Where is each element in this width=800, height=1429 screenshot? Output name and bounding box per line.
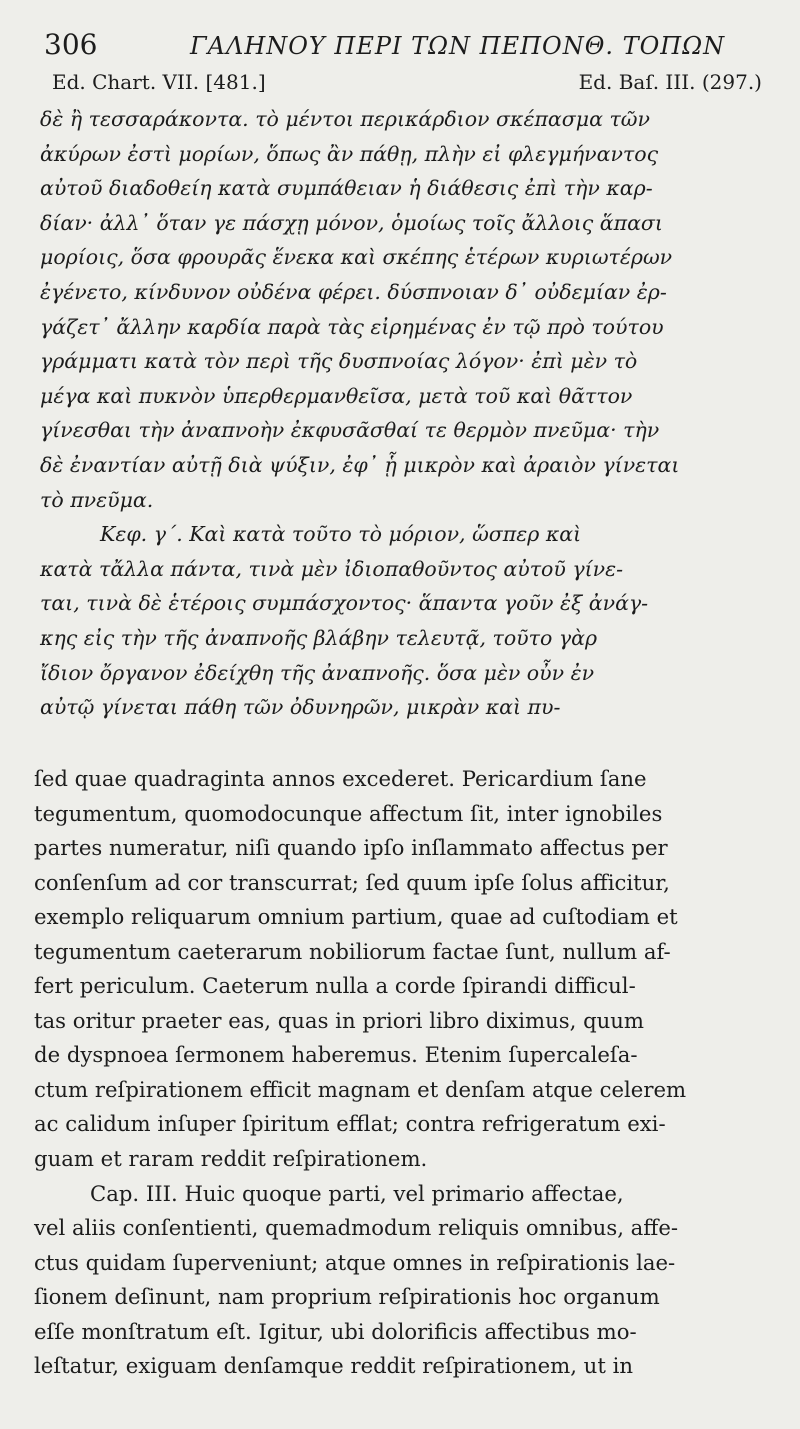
- greek-line: μέγα καὶ πυκνὸν ὑπερθερμανθεῖσα, μετὰ τοῦ καὶ θᾶττον: [40, 383, 633, 408]
- edition-references: [40, 70, 762, 100]
- latin-line: de dyspnoea ſermonem haberemus. Etenim ſupercaleſa-: [34, 1042, 638, 1068]
- latin-line: tegumentum, quomodocunque affectum ſit, inter ignobiles: [34, 800, 663, 826]
- latin-line: exemplo reliquarum omnium partium, quae ad cuſtodiam et: [34, 904, 678, 930]
- latin-line: eſſe monſtratum eſt. Igitur, ubi dolorificis affectibus mo-: [34, 1318, 637, 1344]
- latin-line: ſed quae quadraginta annos excederet. Pericardium ſane: [34, 766, 647, 791]
- edition-reference-chartier: Ed. Chart. VII. [481.]: [52, 70, 266, 94]
- greek-line: αὐτοῦ διαδοθείη κατὰ συμπάθειαν ἡ διάθεσις ἐπὶ τὴν καρ-: [40, 176, 653, 201]
- greek-line: μορίοις, ὅσα φρουρᾶς ἕνεκα καὶ σκέπης ἑτέρων κυριωτέρων: [40, 245, 673, 270]
- latin-line: tas oritur praeter eas, quas in priori libro diximus, quum: [34, 1007, 645, 1033]
- greek-line: κης εἰς τὴν τῆς ἀναπνοῆς βλάβην τελευτᾷ, τοῦτο γὰρ: [40, 625, 597, 650]
- latin-line: ac calidum inſuper ſpiritum efflat; contra refrigeratum exi-: [34, 1111, 666, 1137]
- latin-line: conſenſum ad cor transcurrat; ſed quum ipſe ſolus afficitur,: [34, 869, 670, 895]
- latin-line: fert periculum. Caeterum nulla a corde ſpirandi difficul-: [34, 973, 636, 999]
- greek-line: δὲ ἢ τεσσαράκοντα. τὸ μέντοι περικάρδιον σκέπασμα τῶν: [40, 107, 650, 131]
- edition-reference-basel: Ed. Baſ. III. (297.): [578, 70, 762, 94]
- latin-line: tegumentum caeterarum nobiliorum factae ſunt, nullum af-: [34, 938, 671, 964]
- greek-line: δίαν· ἀλλ᾽ ὅταν γε πάσχῃ μόνον, ὁμοίως τοῖς ἄλλοις ἅπασι: [40, 210, 663, 235]
- greek-line: αὐτῷ γίνεται πάθη τῶν ὀδυνηρῶν, μικρὰν καὶ πυ-: [40, 695, 561, 720]
- greek-line: δὲ ἐναντίαν αὐτῇ διὰ ψύξιν, ἐφ᾽ ᾗ μικρὸν καὶ ἀραιὸν γίνεται: [40, 452, 680, 477]
- latin-line: ctum reſpirationem efficit magnam et denſam atque celerem: [34, 1076, 687, 1102]
- page-header: [40, 22, 762, 66]
- page-number: 306: [44, 28, 98, 61]
- latin-line: vel aliis conſentienti, quemadmodum reliquis omnibus, affe-: [34, 1215, 679, 1241]
- latin-line: leſtatur, exiguam denſamque reddit reſpirationem, ut in: [34, 1353, 633, 1379]
- greek-line: ἀκύρων ἐστὶ μορίων, ὅπως ἂν πάθῃ, πλὴν εἰ φλεγμήναντος: [40, 141, 659, 166]
- greek-line: κατὰ τἄλλα πάντα, τινὰ μὲν ἰδιοπαθοῦντος αὐτοῦ γίνε-: [40, 556, 624, 581]
- greek-line: γράμματι κατὰ τὸν περὶ τῆς δυσπνοίας λόγον· ἐπὶ μὲν τὸ: [40, 349, 638, 374]
- latin-line: partes numeratur, niſi quando ipſo inſlammato affectus per: [34, 835, 668, 861]
- greek-line: ται, τινὰ δὲ ἑτέροις συμπάσχοντος· ἅπαντα γοῦν ἐξ ἀνάγ-: [40, 591, 649, 616]
- greek-chapter-heading-line: Κεφ. γ΄. Καὶ κατὰ τοῦτο τὸ μόριον, ὥσπερ καὶ: [100, 522, 582, 547]
- greek-line: γάζετ᾽ ἄλλην καρδία παρὰ τὰς εἰρημένας ἐν τῷ πρὸ τούτου: [40, 314, 664, 339]
- latin-line: ctus quidam ſuperveniunt; atque omnes in reſpirationis lae-: [34, 1249, 676, 1275]
- greek-text-block: [40, 102, 766, 725]
- greek-line: γίνεσθαι τὴν ἀναπνοὴν ἐκφυσᾶσθαί τε θερμὸν πνεῦμα· τὴν: [40, 418, 660, 443]
- greek-line: ἴδιον ὄργανον ἐδείχθη τῆς ἀναπνοῆς. ὅσα μὲν οὖν ἐν: [40, 660, 595, 685]
- latin-line: guam et raram reddit reſpirationem.: [34, 1146, 428, 1172]
- latin-chapter-heading-line: Cap. III. Huic quoque parti, vel primario affectae,: [90, 1180, 624, 1206]
- running-title: ΓΑΛΗΝΟΥ ΠΕΡΙ ΤΩΝ ΠΕΠΟΝΘ. ΤΟΠΩΝ: [190, 32, 726, 60]
- latin-text-block: [34, 762, 766, 1384]
- latin-line: ſionem deſinunt, nam proprium reſpirationis hoc organum: [34, 1284, 660, 1310]
- greek-line: τὸ πνεῦμα.: [40, 487, 154, 512]
- greek-line: ἐγένετο, κίνδυνον οὐδένα φέρει. δύσπνοιαν δ᾽ οὐδεμίαν ἐρ-: [40, 279, 667, 304]
